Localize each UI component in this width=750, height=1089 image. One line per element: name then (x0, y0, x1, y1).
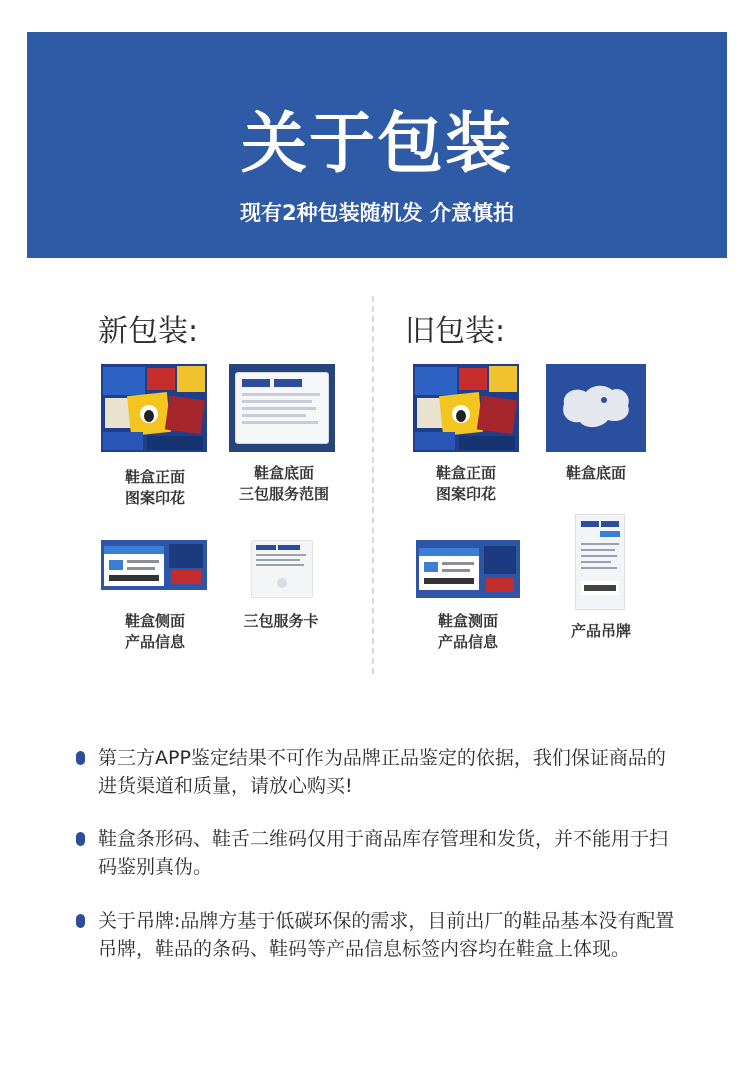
new-box-side-image (101, 540, 207, 590)
old-box-bottom-image (546, 364, 646, 452)
new-box-side-caption: 鞋盒侧面 产品信息 (124, 612, 185, 651)
page-subtitle: 现有2种包装随机发 介意慎拍 (240, 201, 514, 225)
bullet-icon (76, 751, 85, 765)
new-service-card-caption: 三包服务卡 (243, 612, 319, 630)
page-title: 关于包装 (241, 105, 513, 182)
snoopy-silhouette-artwork (546, 364, 646, 452)
old-box-side-image (416, 540, 520, 598)
new-box-bottom-caption: 鞋盒底面 三包服务范围 (238, 464, 329, 503)
header-banner (27, 32, 727, 258)
old-box-bottom-caption: 鞋盒底面 (565, 464, 626, 482)
note-item: 关于吊牌:品牌方基于低碳环保的需求，目前出厂的鞋品基本没有配置吊牌，鞋品的条码、鞋码等产品信息标签内容均在鞋盒上体现。 (76, 907, 676, 963)
new-box-bottom-image (229, 364, 335, 452)
old-box-front-image (413, 364, 519, 452)
warranty-scope-sheet (235, 372, 329, 444)
peanuts-print-artwork (413, 364, 519, 452)
bullet-icon (76, 914, 85, 928)
peanuts-print-artwork (101, 364, 207, 452)
new-box-front-image (101, 364, 207, 452)
old-box-front-caption: 鞋盒正面 图案印花 (435, 464, 496, 503)
old-package-heading: 旧包装: (405, 314, 506, 349)
bullet-icon (76, 832, 85, 846)
note-item: 鞋盒条形码、鞋舌二维码仅用于商品库存管理和发货，并不能用于扫码鉴别真伪。 (76, 825, 676, 881)
new-box-front-caption: 鞋盒正面 图案印花 (124, 468, 185, 507)
new-service-card-image (251, 540, 313, 598)
old-hang-tag-caption: 产品吊牌 (570, 622, 631, 640)
note-item: 第三方APP鉴定结果不可作为品牌正品鉴定的依据，我们保证商品的进货渠道和质量，请放心购买! (76, 744, 676, 800)
new-package-heading: 新包装: (98, 314, 199, 349)
column-divider (372, 296, 374, 674)
old-hang-tag-image (575, 514, 625, 610)
old-box-side-caption: 鞋盒测面 产品信息 (437, 612, 498, 651)
